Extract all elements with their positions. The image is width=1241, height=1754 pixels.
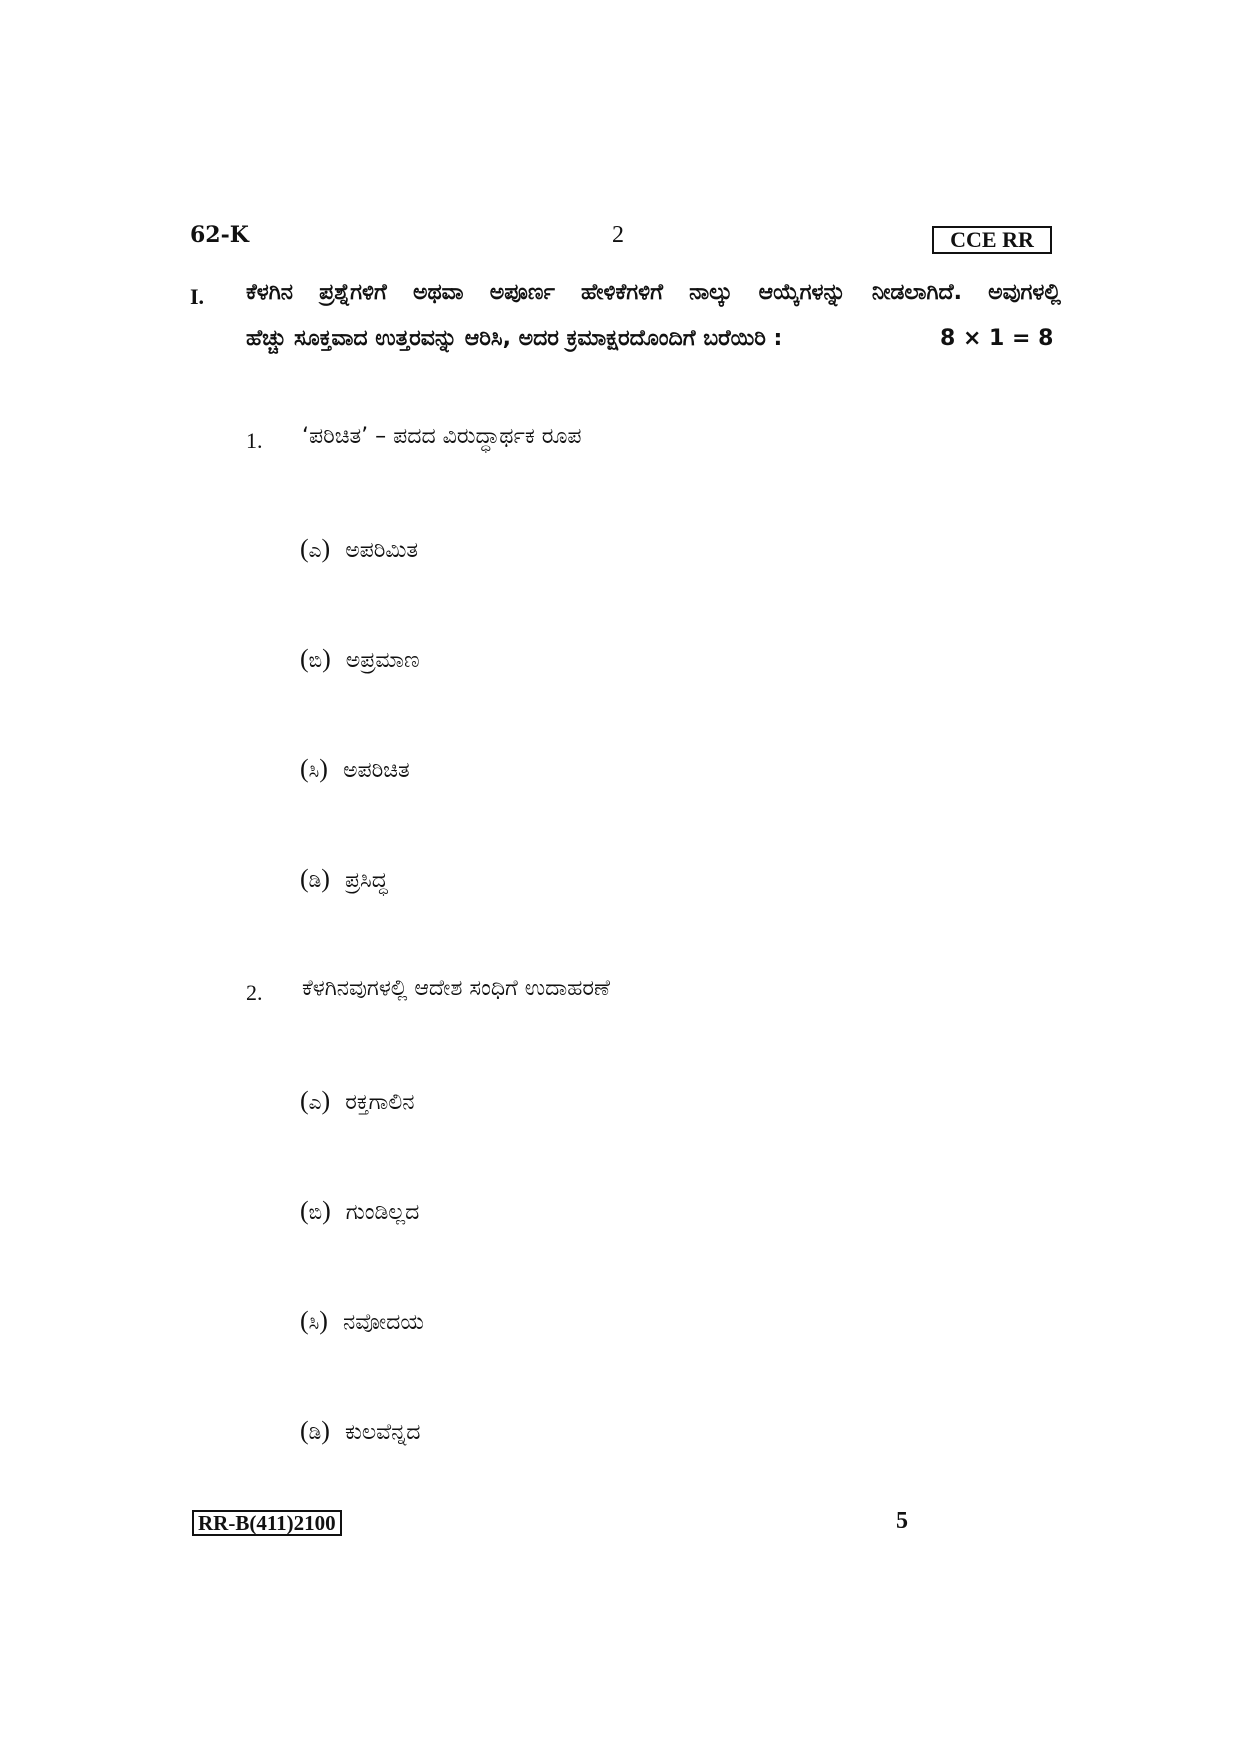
option-label: ಬಿ	[308, 648, 323, 672]
question-2-text: ಕೆಳಗಿನವುಗಳಲ್ಲಿ ಆದೇಶ ಸಂಧಿಗೆ ಉದಾಹರಣೆ	[302, 976, 611, 1001]
option-text: ಗುಂಡಿಲ್ಲದ	[345, 1200, 420, 1225]
question-1-option-d: (ಡಿ) ಪ್ರಸಿದ್ಧ	[300, 864, 388, 893]
board-badge: CCE RR	[932, 226, 1052, 254]
question-2-option-c: (ಸಿ) ನವೋದಯ	[300, 1306, 424, 1335]
option-label: ಡಿ	[308, 1420, 322, 1444]
paper-code: 62-K	[190, 222, 249, 248]
question-1-option-b: (ಬಿ) ಅಪ್ರಮಾಣ	[300, 644, 420, 673]
option-text: ಕುಲವೆನ್ನದ	[344, 1420, 421, 1445]
option-label: ಎ	[308, 538, 322, 562]
question-2-option-d: (ಡಿ) ಕುಲವೆನ್ನದ	[300, 1416, 421, 1445]
question-1-option-c: (ಸಿ) ಅಪರಿಚಿತ	[300, 754, 410, 783]
option-text: ಅಪರಿಮಿತ	[345, 538, 419, 563]
footer-number: 5	[896, 1508, 908, 1534]
option-text: ಪ್ರಸಿದ್ಧ	[344, 868, 388, 893]
question-1-option-a: (ಎ) ಅಪರಿಮಿತ	[300, 534, 419, 563]
option-label: ಡಿ	[308, 868, 322, 892]
question-1-text: ‘ಪರಿಚಿತ’ – ಪದದ ವಿರುದ್ಧಾರ್ಥಕ ರೂಪ	[302, 424, 582, 449]
section-instruction-line1: ಕೆಳಗಿನ ಪ್ರಶ್ನೆಗಳಿಗೆ ಅಥವಾ ಅಪೂರ್ಣ ಹೇಳಿಕೆಗಳಿಗೆ ನಾಲ್ಕು ಆಯ್ಕೆಗಳನ್ನು ನೀಡಲಾಗಿದೆ. ಅವುಗಳಲ್ಲಿ	[246, 280, 1061, 305]
footer-code-badge: RR-B(411)2100	[192, 1510, 342, 1536]
section-instruction-line2: ಹೆಚ್ಚು ಸೂಕ್ತವಾದ ಉತ್ತರವನ್ನು ಆರಿಸಿ, ಅದರ ಕ್ರಮಾಕ್ಷರದೊಂದಿಗೆ ಬರೆಯಿರಿ :	[246, 326, 783, 351]
option-label: ಬಿ	[308, 1200, 323, 1224]
question-2-option-a: (ಎ) ರಕ್ತಗಾಲಿನ	[300, 1086, 415, 1115]
option-label: ಎ	[308, 1090, 322, 1114]
page-number: 2	[612, 222, 624, 248]
option-text: ನವೋದಯ	[342, 1310, 424, 1335]
section-marks: 8 × 1 = 8	[940, 326, 1054, 351]
option-text: ಅಪರಿಚಿತ	[342, 758, 410, 783]
question-2-number: 2.	[246, 980, 263, 1005]
option-label: ಸಿ	[308, 758, 320, 782]
option-text: ರಕ್ತಗಾಲಿನ	[345, 1090, 415, 1115]
question-1-number: 1.	[246, 428, 263, 453]
option-text: ಅಪ್ರಮಾಣ	[345, 648, 420, 673]
question-2-option-b: (ಬಿ) ಗುಂಡಿಲ್ಲದ	[300, 1196, 420, 1225]
section-number: I.	[190, 284, 205, 309]
option-label: ಸಿ	[308, 1310, 320, 1334]
